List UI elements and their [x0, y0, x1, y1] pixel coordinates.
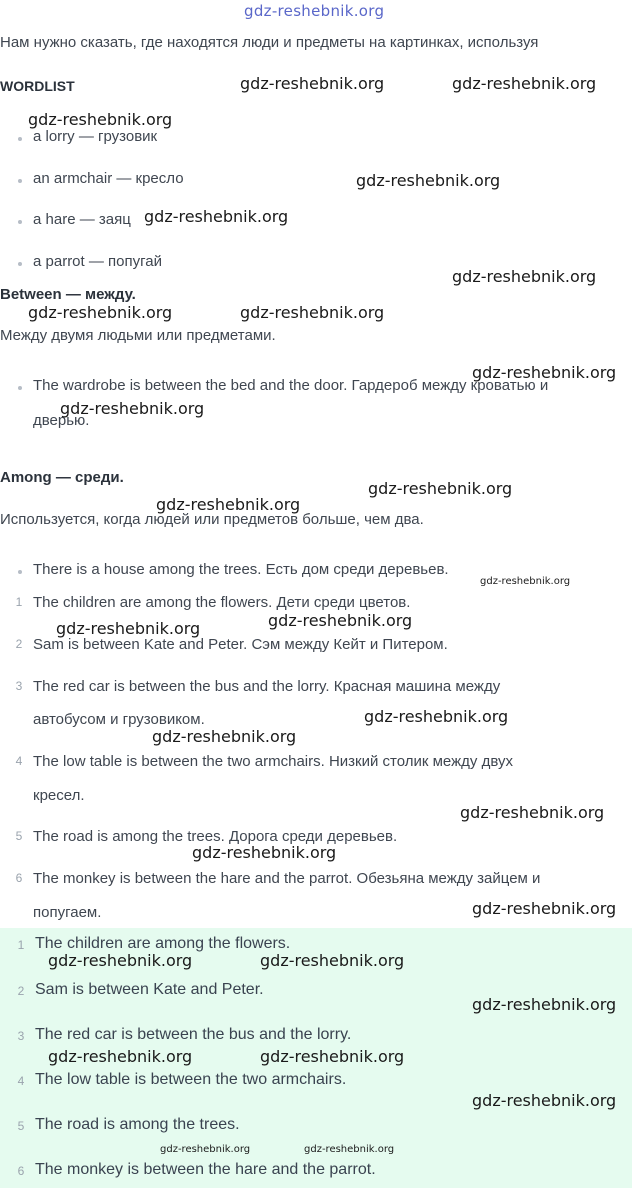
among-example: There is a house among the trees. Есть дом среди деревьев.: [33, 561, 449, 578]
watermark: gdz-reshebnik.org: [364, 707, 509, 726]
item-number: 4: [17, 1074, 25, 1088]
item-number: 1: [15, 595, 23, 609]
item-number: 6: [17, 1164, 25, 1178]
watermark: gdz-reshebnik.org: [28, 110, 173, 129]
item-number: 3: [17, 1029, 25, 1043]
item-number: 2: [15, 637, 23, 651]
watermark: gdz-reshebnik.org: [48, 951, 193, 970]
bullet-icon: [18, 386, 22, 390]
translation-line: The red car is between the bus and the lorry. Красная машина между: [33, 678, 501, 695]
translation-line: The low table is between the two armchairs. Низкий столик между двух: [33, 753, 513, 770]
watermark: gdz-reshebnik.org: [452, 267, 597, 286]
watermark: gdz-reshebnik.org: [472, 899, 617, 918]
wordlist-item: a parrot — попугай: [33, 253, 162, 270]
watermark: gdz-reshebnik.org: [156, 495, 301, 514]
watermark: gdz-reshebnik.org: [480, 576, 571, 587]
watermark: gdz-reshebnik.org: [268, 611, 413, 630]
watermark: gdz-reshebnik.org: [56, 619, 201, 638]
watermark: gdz-reshebnik.org: [260, 1047, 405, 1066]
bullet-icon: [18, 220, 22, 224]
among-description: Используется, когда людей или предметов больше, чем два.: [0, 511, 424, 528]
bullet-icon: [18, 570, 22, 574]
translation-line-cont: автобусом и грузовиком.: [33, 711, 205, 728]
watermark: gdz-reshebnik.org: [160, 1144, 251, 1155]
watermark: gdz-reshebnik.org: [368, 479, 513, 498]
wordlist-title: WORDLIST: [0, 78, 75, 94]
wordlist-item: a lorry — грузовик: [33, 128, 158, 145]
watermark: gdz-reshebnik.org: [48, 1047, 193, 1066]
item-number: 5: [15, 829, 23, 843]
watermark: gdz-reshebnik.org: [28, 303, 173, 322]
bullet-icon: [18, 262, 22, 266]
between-description: Между двумя людьми или предметами.: [0, 327, 276, 344]
watermark: gdz-reshebnik.org: [472, 995, 617, 1014]
translation-line-cont: попугаем.: [33, 904, 102, 921]
watermark: gdz-reshebnik.org: [152, 727, 297, 746]
wordlist-item: a hare — заяц: [33, 211, 131, 228]
between-example: The wardrobe is between the bed and the door. Гардероб между кроватью и: [33, 377, 549, 394]
item-number: 2: [17, 984, 25, 998]
between-heading: Between — между.: [0, 286, 136, 303]
item-number: 1: [17, 938, 25, 952]
answer-line: The red car is between the bus and the lorry.: [35, 1026, 352, 1043]
watermark: gdz-reshebnik.org: [304, 1144, 395, 1155]
bullet-icon: [18, 179, 22, 183]
among-heading: Among — среди.: [0, 469, 124, 486]
watermark: gdz-reshebnik.org: [144, 207, 289, 226]
watermark: gdz-reshebnik.org: [260, 951, 405, 970]
watermark: gdz-reshebnik.org: [472, 1091, 617, 1110]
watermark: gdz-reshebnik.org: [452, 74, 597, 93]
wordlist-item: an armchair — кресло: [33, 170, 184, 187]
watermark-top: gdz-reshebnik.org: [244, 2, 385, 20]
watermark: gdz-reshebnik.org: [356, 171, 501, 190]
watermark: gdz-reshebnik.org: [60, 399, 205, 418]
watermark: gdz-reshebnik.org: [240, 74, 385, 93]
watermark: gdz-reshebnik.org: [460, 803, 605, 822]
watermark: gdz-reshebnik.org: [240, 303, 385, 322]
answer-line: Sam is between Kate and Peter.: [35, 981, 264, 998]
between-example-cont: дверью.: [33, 412, 90, 429]
item-number: 6: [15, 871, 23, 885]
translation-line: The children are among the flowers. Дети среди цветов.: [33, 594, 411, 611]
answer-line: The children are among the flowers.: [35, 935, 291, 952]
watermark: gdz-reshebnik.org: [192, 843, 337, 862]
watermark: gdz-reshebnik.org: [472, 363, 617, 382]
translation-line-cont: кресел.: [33, 787, 85, 804]
answer-line: The road is among the trees.: [35, 1116, 240, 1133]
translation-line: Sam is between Kate and Peter. Сэм между Кейт и Питером.: [33, 636, 448, 653]
item-number: 3: [15, 679, 23, 693]
item-number: 4: [15, 754, 23, 768]
answer-line: The monkey is between the hare and the parrot.: [35, 1161, 376, 1178]
translation-line: The road is among the trees. Дорога среди деревьев.: [33, 828, 398, 845]
answer-line: The low table is between the two armchairs.: [35, 1071, 347, 1088]
bullet-icon: [18, 137, 22, 141]
item-number: 5: [17, 1119, 25, 1133]
intro-text: Нам нужно сказать, где находятся люди и предметы на картинках, используя: [0, 34, 539, 51]
translation-line: The monkey is between the hare and the parrot. Обезьяна между зайцем и: [33, 870, 541, 887]
